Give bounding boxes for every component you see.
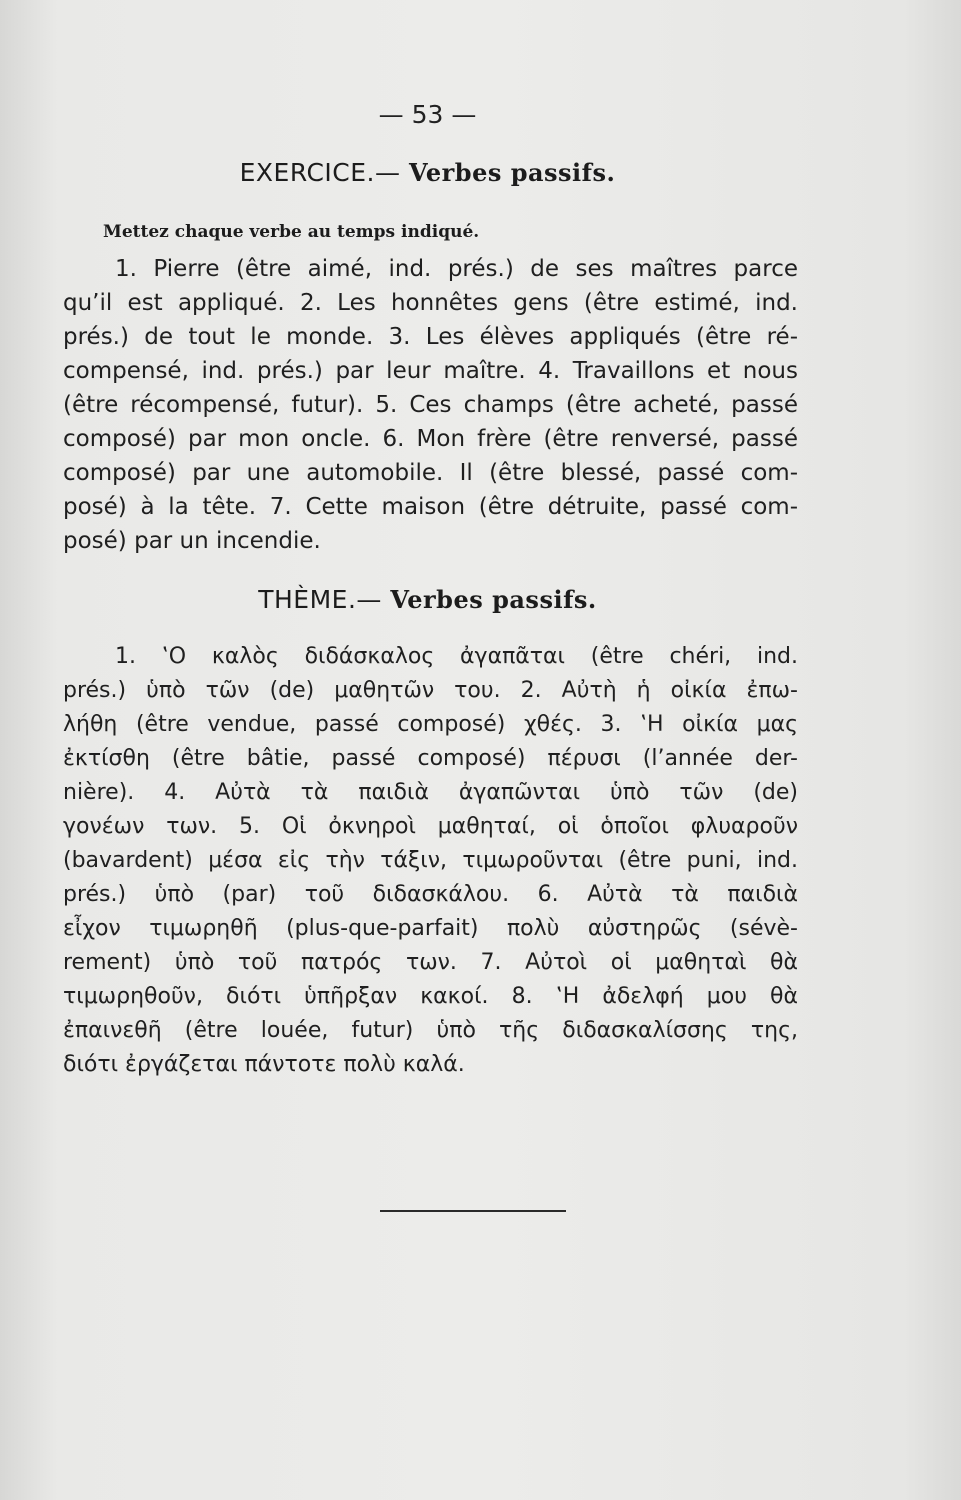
theme-line: 1. ‛Ο καλὸς διδάσκαλος ἀγαπᾶται (être chéri, ind. — [115, 644, 798, 669]
exercice-line: (être récompensé, futur). 5. Ces champs (être acheté, passé — [63, 392, 798, 418]
theme-heading — [0, 585, 855, 614]
theme-line: γονέων των. 5. Οἱ ὀκνηροὶ μαθηταί, οἱ ὁποῖοι φλυαροῦν — [63, 814, 798, 839]
theme-line: λήθη (être vendue, passé composé) χθές. 3. ‛Η οἰκία μας — [63, 712, 798, 737]
theme-line: nière). 4. Αὐτὰ τὰ παιδιὰ ἀγαπῶνται ὑπὸ τῶν (de) — [63, 780, 798, 805]
page-number: — 53 — — [378, 100, 477, 129]
theme-line: rement) ὑπὸ τοῦ πατρός των. 7. Αὐτοὶ οἱ μαθηταὶ θὰ — [63, 950, 798, 975]
theme-line: prés.) ὑπὸ (par) τοῦ διδασκάλου. 6. Αὐτὰ τὰ παιδιὰ — [63, 882, 798, 907]
section-divider — [380, 1210, 566, 1212]
theme-paragraph — [63, 640, 798, 1082]
exercice-line: compensé, ind. prés.) par leur maître. 4. Travaillons et nous — [63, 358, 798, 384]
exercice-line: posé) par un incendie. — [63, 528, 321, 554]
theme-line: prés.) ὑπὸ τῶν (de) μαθητῶν του. 2. Αὐτὴ ἡ οἰκία ἐπω- — [63, 678, 798, 703]
theme-line: εἶχον τιμωρηθῆ (plus-que-parfait) πολὺ αὐστηρῶς (sévè- — [63, 916, 798, 941]
theme-line: τιμωρηθοῦν, διότι ὑπῆρξαν κακοί. 8. ‛Η ἀδελφή μου θὰ — [63, 984, 798, 1009]
theme-heading-bold: Verbes passifs. — [390, 585, 597, 614]
theme-line: (bavardent) μέσα εἰς τὴν τάξιν, τιμωροῦνται (être puni, ind. — [63, 848, 798, 873]
exercice-paragraph — [63, 252, 798, 558]
theme-line: ἐκτίσθη (être bâtie, passé composé) πέρυσι (l’année der- — [63, 746, 798, 771]
exercice-line: posé) à la tête. 7. Cette maison (être détruite, passé com- — [63, 494, 798, 520]
exercice-heading — [0, 158, 855, 187]
theme-line: διότι ἐργάζεται πάντοτε πολὺ καλά. — [63, 1052, 465, 1077]
exercice-line: composé) par mon oncle. 6. Mon frère (être renversé, passé — [63, 426, 798, 452]
exercice-instruction: Mettez chaque verbe au temps indiqué. — [103, 222, 480, 242]
exercice-line: qu’il est appliqué. 2. Les honnêtes gens (être estimé, ind. — [63, 290, 798, 316]
exercice-heading-bold: Verbes passifs. — [408, 158, 616, 187]
theme-line: ἐπαινεθῆ (être louée, futur) ὑπὸ τῆς διδασκαλίσσης της, — [63, 1018, 798, 1043]
exercice-line: 1. Pierre (être aimé, ind. prés.) de ses maîtres parce — [115, 256, 798, 282]
theme-heading-prefix: THÈME.— — [258, 585, 391, 614]
exercice-line: composé) par une automobile. Il (être blessé, passé com- — [63, 460, 798, 486]
exercice-line: prés.) de tout le monde. 3. Les élèves appliqués (être ré- — [63, 324, 798, 350]
exercice-heading-prefix: EXERCICE.— — [239, 158, 409, 187]
